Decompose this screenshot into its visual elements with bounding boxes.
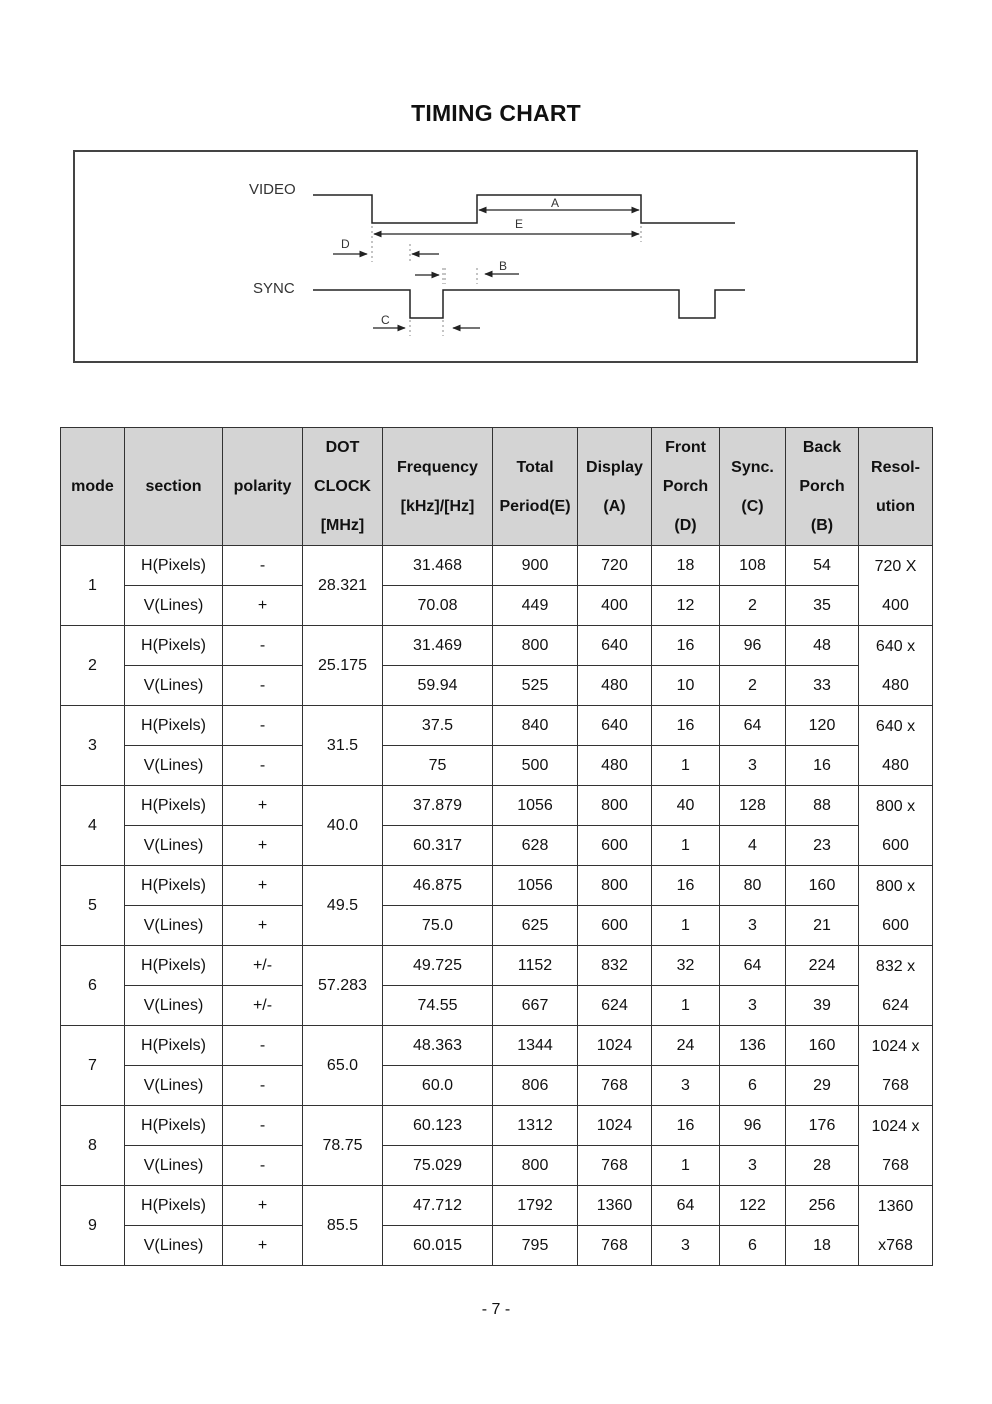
back-porch-cell: 39 [786, 986, 859, 1026]
front-porch-cell: 40 [652, 786, 720, 826]
polarity-cell: - [223, 1066, 303, 1106]
sync-cell: 108 [720, 546, 786, 586]
display-cell: 640 [578, 626, 652, 666]
table-row [61, 946, 933, 986]
sync-cell: 4 [720, 826, 786, 866]
resolution-line: 400 [882, 596, 909, 614]
table-row [61, 866, 933, 906]
display-cell: 720 [578, 546, 652, 586]
header-line: Back [802, 439, 842, 456]
sync-cell: 3 [720, 746, 786, 786]
back-porch-cell: 23 [786, 826, 859, 866]
frequency-cell: 37.5 [383, 706, 493, 746]
sync-cell: 128 [720, 786, 786, 826]
polarity-cell: +/- [223, 946, 303, 986]
resolution-line: 640 x [875, 717, 916, 735]
back-porch-cell: 18 [786, 1226, 859, 1266]
label-b: B [499, 259, 508, 273]
display-cell: 624 [578, 986, 652, 1026]
back-porch-cell: 88 [786, 786, 859, 826]
sync-waveform [313, 290, 745, 318]
back-porch-cell: 256 [786, 1186, 859, 1226]
timing-table [60, 427, 933, 1266]
section-cell: H(Pixels) [125, 1026, 223, 1066]
resolution-cell [859, 546, 933, 626]
dot-clock-cell: 49.5 [303, 866, 383, 946]
resolution-line: 1024 x [871, 1117, 920, 1135]
total-period-cell: 800 [493, 626, 578, 666]
mode-cell: 3 [61, 706, 125, 786]
dot-clock-cell: 85.5 [303, 1186, 383, 1266]
video-waveform [313, 195, 735, 223]
dot-clock-cell: 78.75 [303, 1106, 383, 1186]
sync-cell: 96 [720, 626, 786, 666]
display-cell: 800 [578, 866, 652, 906]
header-line: polarity [233, 478, 292, 495]
display-cell: 768 [578, 1066, 652, 1106]
frequency-cell: 70.08 [383, 586, 493, 626]
table-row [61, 666, 933, 706]
header-back-porch [786, 428, 859, 546]
mode-cell: 1 [61, 546, 125, 626]
header-total-period [493, 428, 578, 546]
back-porch-cell: 28 [786, 1146, 859, 1186]
front-porch-cell: 64 [652, 1186, 720, 1226]
front-porch-cell: 32 [652, 946, 720, 986]
front-porch-cell: 1 [652, 986, 720, 1026]
front-porch-cell: 24 [652, 1026, 720, 1066]
resolution-cell [859, 866, 933, 946]
resolution-line: 768 [882, 1076, 909, 1094]
front-porch-cell: 10 [652, 666, 720, 706]
total-period-cell: 625 [493, 906, 578, 946]
back-porch-cell: 160 [786, 866, 859, 906]
display-cell: 768 [578, 1226, 652, 1266]
resolution-line: x768 [878, 1236, 913, 1254]
table-row [61, 1146, 933, 1186]
total-period-cell: 795 [493, 1226, 578, 1266]
total-period-cell: 1056 [493, 866, 578, 906]
header-line: Period(E) [499, 497, 571, 515]
header-display [578, 428, 652, 546]
dot-clock-cell: 31.5 [303, 706, 383, 786]
header-line: Frequency [397, 458, 478, 476]
section-cell: V(Lines) [125, 1146, 223, 1186]
total-period-cell: 1344 [493, 1026, 578, 1066]
section-cell: H(Pixels) [125, 546, 223, 586]
resolution-line: 624 [882, 996, 909, 1014]
total-period-cell: 1792 [493, 1186, 578, 1226]
resolution-line: 600 [882, 916, 909, 934]
header-line: section [145, 478, 202, 495]
resolution-cell [859, 626, 933, 706]
mode-cell: 9 [61, 1186, 125, 1266]
sync-cell: 3 [720, 906, 786, 946]
mode-cell: 8 [61, 1106, 125, 1186]
back-porch-cell: 33 [786, 666, 859, 706]
front-porch-cell: 1 [652, 1146, 720, 1186]
polarity-cell: - [223, 1146, 303, 1186]
section-cell: H(Pixels) [125, 706, 223, 746]
frequency-cell: 46.875 [383, 866, 493, 906]
header-front-porch [652, 428, 720, 546]
table-row [61, 746, 933, 786]
sync-cell: 80 [720, 866, 786, 906]
frequency-cell: 75.0 [383, 906, 493, 946]
sync-cell: 136 [720, 1026, 786, 1066]
front-porch-cell: 1 [652, 746, 720, 786]
header-line: (A) [603, 497, 626, 515]
sync-cell: 3 [720, 986, 786, 1026]
resolution-line: 720 X [874, 557, 917, 575]
section-cell: V(Lines) [125, 586, 223, 626]
polarity-cell: - [223, 666, 303, 706]
display-cell: 832 [578, 946, 652, 986]
total-period-cell: 800 [493, 1146, 578, 1186]
frequency-cell: 49.725 [383, 946, 493, 986]
header-frequency [383, 428, 493, 546]
section-cell: V(Lines) [125, 666, 223, 706]
header-polarity [223, 428, 303, 546]
front-porch-cell: 16 [652, 626, 720, 666]
total-period-cell: 900 [493, 546, 578, 586]
timing-diagram [73, 150, 918, 363]
back-porch-cell: 35 [786, 586, 859, 626]
frequency-cell: 31.469 [383, 626, 493, 666]
header-line: ution [875, 497, 916, 515]
total-period-cell: 806 [493, 1066, 578, 1106]
frequency-cell: 60.123 [383, 1106, 493, 1146]
total-period-cell: 840 [493, 706, 578, 746]
back-porch-cell: 120 [786, 706, 859, 746]
resolution-cell [859, 1106, 933, 1186]
back-porch-cell: 48 [786, 626, 859, 666]
table-row [61, 906, 933, 946]
frequency-cell: 60.015 [383, 1226, 493, 1266]
resolution-line: 800 x [875, 877, 916, 895]
display-cell: 600 [578, 906, 652, 946]
polarity-cell: + [223, 586, 303, 626]
table-row [61, 986, 933, 1026]
header-line: Porch [662, 478, 709, 495]
header-line: (C) [741, 497, 764, 515]
frequency-cell: 60.0 [383, 1066, 493, 1106]
front-porch-cell: 1 [652, 906, 720, 946]
resolution-line: 480 [882, 676, 909, 694]
header-line: [MHz] [320, 517, 365, 534]
header-line: CLOCK [314, 478, 371, 495]
frequency-cell: 75 [383, 746, 493, 786]
resolution-line: 832 x [875, 957, 916, 975]
mode-cell: 6 [61, 946, 125, 1026]
header-line: [kHz]/[Hz] [400, 497, 475, 515]
polarity-cell: + [223, 1226, 303, 1266]
frequency-cell: 47.712 [383, 1186, 493, 1226]
label-c: C [381, 313, 390, 327]
header-line: Front [665, 439, 706, 456]
page-number: - 7 - [481, 1301, 511, 1318]
front-porch-cell: 16 [652, 866, 720, 906]
display-cell: 1024 [578, 1026, 652, 1066]
header-line: (D) [674, 517, 697, 534]
section-cell: V(Lines) [125, 746, 223, 786]
table-row [61, 1186, 933, 1226]
total-period-cell: 628 [493, 826, 578, 866]
polarity-cell: - [223, 1106, 303, 1146]
frequency-cell: 75.029 [383, 1146, 493, 1186]
front-porch-cell: 16 [652, 1106, 720, 1146]
label-e: E [515, 217, 524, 231]
table-row [61, 546, 933, 586]
section-cell: H(Pixels) [125, 626, 223, 666]
resolution-line: 1360 [877, 1197, 914, 1215]
resolution-line: 768 [882, 1156, 909, 1174]
header-line: Sync. [731, 458, 774, 476]
back-porch-cell: 224 [786, 946, 859, 986]
sync-label: SYNC [253, 280, 295, 297]
resolution-line: 1024 x [871, 1037, 920, 1055]
mode-cell: 2 [61, 626, 125, 706]
header-sync [720, 428, 786, 546]
front-porch-cell: 12 [652, 586, 720, 626]
polarity-cell: + [223, 906, 303, 946]
table-row [61, 1066, 933, 1106]
total-period-cell: 449 [493, 586, 578, 626]
polarity-cell: + [223, 786, 303, 826]
header-line: Porch [799, 478, 845, 495]
table-body [61, 546, 933, 1266]
dot-clock-cell: 57.283 [303, 946, 383, 1026]
section-cell: V(Lines) [125, 906, 223, 946]
back-porch-cell: 21 [786, 906, 859, 946]
header-line: Display [586, 458, 643, 476]
video-label: VIDEO [249, 181, 296, 198]
display-cell: 1360 [578, 1186, 652, 1226]
frequency-cell: 31.468 [383, 546, 493, 586]
sync-cell: 6 [720, 1226, 786, 1266]
resolution-cell [859, 786, 933, 866]
sync-cell: 2 [720, 666, 786, 706]
dot-clock-cell: 65.0 [303, 1026, 383, 1106]
frequency-cell: 48.363 [383, 1026, 493, 1066]
back-porch-cell: 29 [786, 1066, 859, 1106]
header-dot-clock [303, 428, 383, 546]
table-row [61, 706, 933, 746]
back-porch-cell: 54 [786, 546, 859, 586]
front-porch-cell: 1 [652, 826, 720, 866]
table-row [61, 1026, 933, 1066]
label-a: A [551, 196, 560, 210]
label-d: D [341, 237, 350, 251]
dot-clock-cell: 25.175 [303, 626, 383, 706]
table-row [61, 586, 933, 626]
header-line: Total [516, 458, 554, 476]
dot-clock-cell: 40.0 [303, 786, 383, 866]
header-mode [61, 428, 125, 546]
frequency-cell: 60.317 [383, 826, 493, 866]
back-porch-cell: 160 [786, 1026, 859, 1066]
back-porch-cell: 16 [786, 746, 859, 786]
sync-cell: 64 [720, 706, 786, 746]
total-period-cell: 525 [493, 666, 578, 706]
sync-cell: 122 [720, 1186, 786, 1226]
front-porch-cell: 18 [652, 546, 720, 586]
page-title: TIMING CHART [411, 100, 581, 126]
table-row [61, 1106, 933, 1146]
resolution-cell [859, 1186, 933, 1266]
sync-cell: 2 [720, 586, 786, 626]
section-cell: V(Lines) [125, 986, 223, 1026]
header-line: DOT [325, 439, 360, 456]
header-line: (B) [810, 517, 834, 534]
polarity-cell: - [223, 626, 303, 666]
header-resolution [859, 428, 933, 546]
sync-cell: 3 [720, 1146, 786, 1186]
section-cell: H(Pixels) [125, 786, 223, 826]
dot-clock-cell: 28.321 [303, 546, 383, 626]
total-period-cell: 1312 [493, 1106, 578, 1146]
section-cell: H(Pixels) [125, 1106, 223, 1146]
table-row [61, 1226, 933, 1266]
resolution-cell [859, 1026, 933, 1106]
display-cell: 800 [578, 786, 652, 826]
front-porch-cell: 16 [652, 706, 720, 746]
display-cell: 1024 [578, 1106, 652, 1146]
table-row [61, 826, 933, 866]
polarity-cell: + [223, 1186, 303, 1226]
total-period-cell: 667 [493, 986, 578, 1026]
section-cell: H(Pixels) [125, 1186, 223, 1226]
polarity-cell: +/- [223, 986, 303, 1026]
timing-waveform [75, 152, 916, 361]
sync-cell: 64 [720, 946, 786, 986]
polarity-cell: - [223, 706, 303, 746]
back-porch-cell: 176 [786, 1106, 859, 1146]
polarity-cell: - [223, 1026, 303, 1066]
resolution-line: 480 [882, 756, 909, 774]
section-cell: V(Lines) [125, 1226, 223, 1266]
total-period-cell: 1056 [493, 786, 578, 826]
resolution-line: 600 [882, 836, 909, 854]
sync-cell: 6 [720, 1066, 786, 1106]
table-row [61, 626, 933, 666]
header-line: Resol- [871, 458, 920, 476]
display-cell: 480 [578, 666, 652, 706]
polarity-cell: - [223, 746, 303, 786]
section-cell: V(Lines) [125, 826, 223, 866]
display-cell: 768 [578, 1146, 652, 1186]
resolution-cell [859, 946, 933, 1026]
polarity-cell: + [223, 866, 303, 906]
display-cell: 600 [578, 826, 652, 866]
table-row [61, 786, 933, 826]
header-line: mode [71, 478, 114, 495]
header-section [125, 428, 223, 546]
total-period-cell: 500 [493, 746, 578, 786]
resolution-cell [859, 706, 933, 786]
table-header-row [61, 428, 933, 546]
polarity-cell: + [223, 826, 303, 866]
section-cell: V(Lines) [125, 1066, 223, 1106]
section-cell: H(Pixels) [125, 866, 223, 906]
display-cell: 480 [578, 746, 652, 786]
front-porch-cell: 3 [652, 1226, 720, 1266]
display-cell: 640 [578, 706, 652, 746]
frequency-cell: 59.94 [383, 666, 493, 706]
display-cell: 400 [578, 586, 652, 626]
frequency-cell: 37.879 [383, 786, 493, 826]
resolution-line: 640 x [875, 637, 916, 655]
front-porch-cell: 3 [652, 1066, 720, 1106]
mode-cell: 5 [61, 866, 125, 946]
section-cell: H(Pixels) [125, 946, 223, 986]
mode-cell: 7 [61, 1026, 125, 1106]
resolution-line: 800 x [875, 797, 916, 815]
mode-cell: 4 [61, 786, 125, 866]
polarity-cell: - [223, 546, 303, 586]
total-period-cell: 1152 [493, 946, 578, 986]
sync-cell: 96 [720, 1106, 786, 1146]
frequency-cell: 74.55 [383, 986, 493, 1026]
